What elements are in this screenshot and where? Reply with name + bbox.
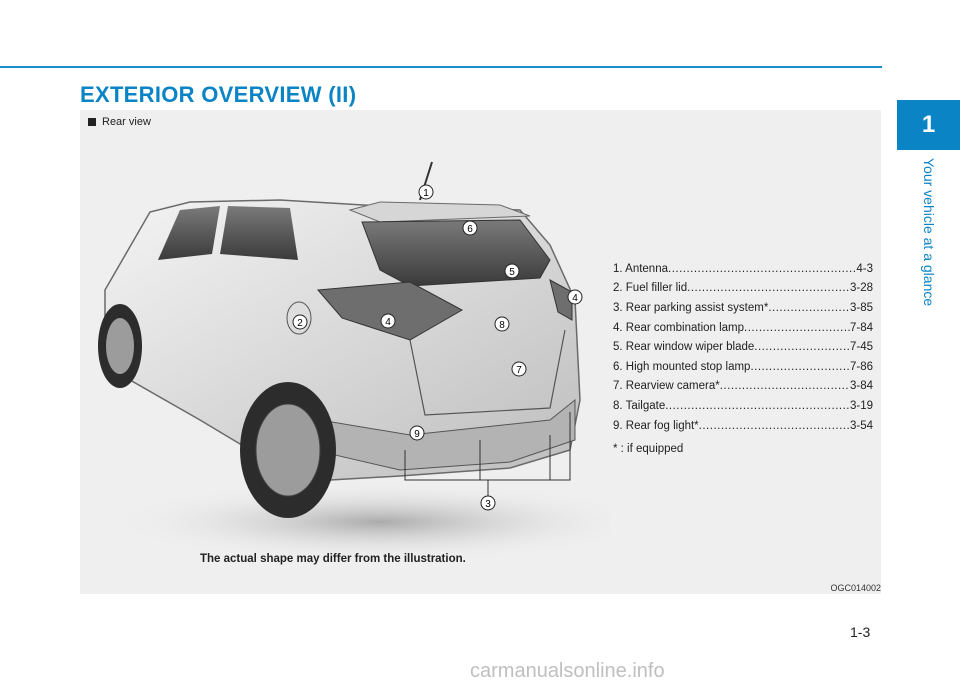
svg-text:9: 9	[414, 429, 420, 440]
item-page: 4-3	[856, 262, 873, 275]
svg-text:1: 1	[423, 188, 429, 199]
callout-4b	[568, 290, 582, 304]
panel-heading-text: Rear view	[102, 116, 151, 128]
chapter-title: Your vehicle at a glance	[921, 158, 937, 307]
chapter-number: 1	[897, 100, 960, 150]
item-page: 7-84	[849, 321, 873, 334]
list-item	[613, 337, 873, 357]
item-page: 7-86	[849, 360, 873, 373]
watermark: carmanualsonline.info	[470, 660, 665, 682]
front-wheel-rim	[106, 318, 134, 374]
list-item	[613, 416, 873, 436]
svg-text:2: 2	[297, 318, 303, 329]
list-item	[613, 259, 873, 279]
item-page: 3-28	[849, 282, 873, 295]
callout-2	[293, 315, 307, 329]
square-bullet-icon	[88, 118, 96, 126]
item-name: 9. Rear fog light*	[613, 419, 699, 432]
item-page: 7-45	[849, 341, 873, 354]
page-title: EXTERIOR OVERVIEW (II)	[80, 82, 357, 107]
item-page: 3-19	[849, 399, 873, 412]
item-name: 2. Fuel filler lid	[613, 282, 688, 295]
svg-text:8: 8	[499, 320, 505, 331]
item-name: 5. Rear window wiper blade	[613, 341, 755, 354]
item-name: 3. Rear parking assist system*	[613, 301, 769, 314]
item-page: 3-84	[849, 380, 873, 393]
item-name: 6. High mounted stop lamp	[613, 360, 751, 373]
callout-3	[481, 496, 495, 510]
item-name: 1. Antenna	[613, 262, 668, 275]
svg-text:5: 5	[509, 267, 515, 278]
svg-text:3: 3	[485, 499, 491, 510]
image-code: OGC014002	[830, 583, 881, 593]
callout-6	[463, 221, 477, 235]
vehicle-rear-illustration	[80, 150, 610, 570]
side-window-rear	[220, 206, 298, 260]
chapter-tab	[897, 0, 960, 687]
page-number: 1-3	[850, 624, 871, 640]
list-item	[613, 377, 873, 397]
list-item	[613, 357, 873, 377]
footnote: * : if equipped	[613, 443, 684, 456]
svg-text:7: 7	[516, 365, 522, 376]
callout-4a	[381, 314, 395, 328]
panel-heading	[88, 116, 151, 128]
item-page: 3-54	[849, 419, 873, 432]
list-item	[613, 318, 873, 338]
item-name: 7. Rearview camera*	[613, 380, 720, 393]
ground-shadow	[110, 482, 610, 562]
svg-text:4: 4	[385, 317, 391, 328]
callout-1	[419, 185, 433, 199]
list-item	[613, 298, 873, 318]
svg-text:6: 6	[467, 224, 473, 235]
top-rule	[0, 66, 882, 68]
chapter-title-wrap	[915, 158, 943, 318]
disclaimer: The actual shape may differ from the illustration.	[200, 553, 466, 565]
callout-5	[505, 264, 519, 278]
callout-8	[495, 317, 509, 331]
list-item	[613, 396, 873, 416]
item-page: 3-85	[849, 301, 873, 314]
svg-text:4: 4	[572, 293, 578, 304]
rear-wheel-rim	[256, 404, 320, 496]
component-list	[613, 259, 873, 455]
item-name: 8. Tailgate	[613, 399, 666, 412]
item-name: 4. Rear combination lamp	[613, 321, 745, 334]
callout-7	[512, 362, 526, 376]
callout-9	[410, 426, 424, 440]
list-item	[613, 279, 873, 299]
